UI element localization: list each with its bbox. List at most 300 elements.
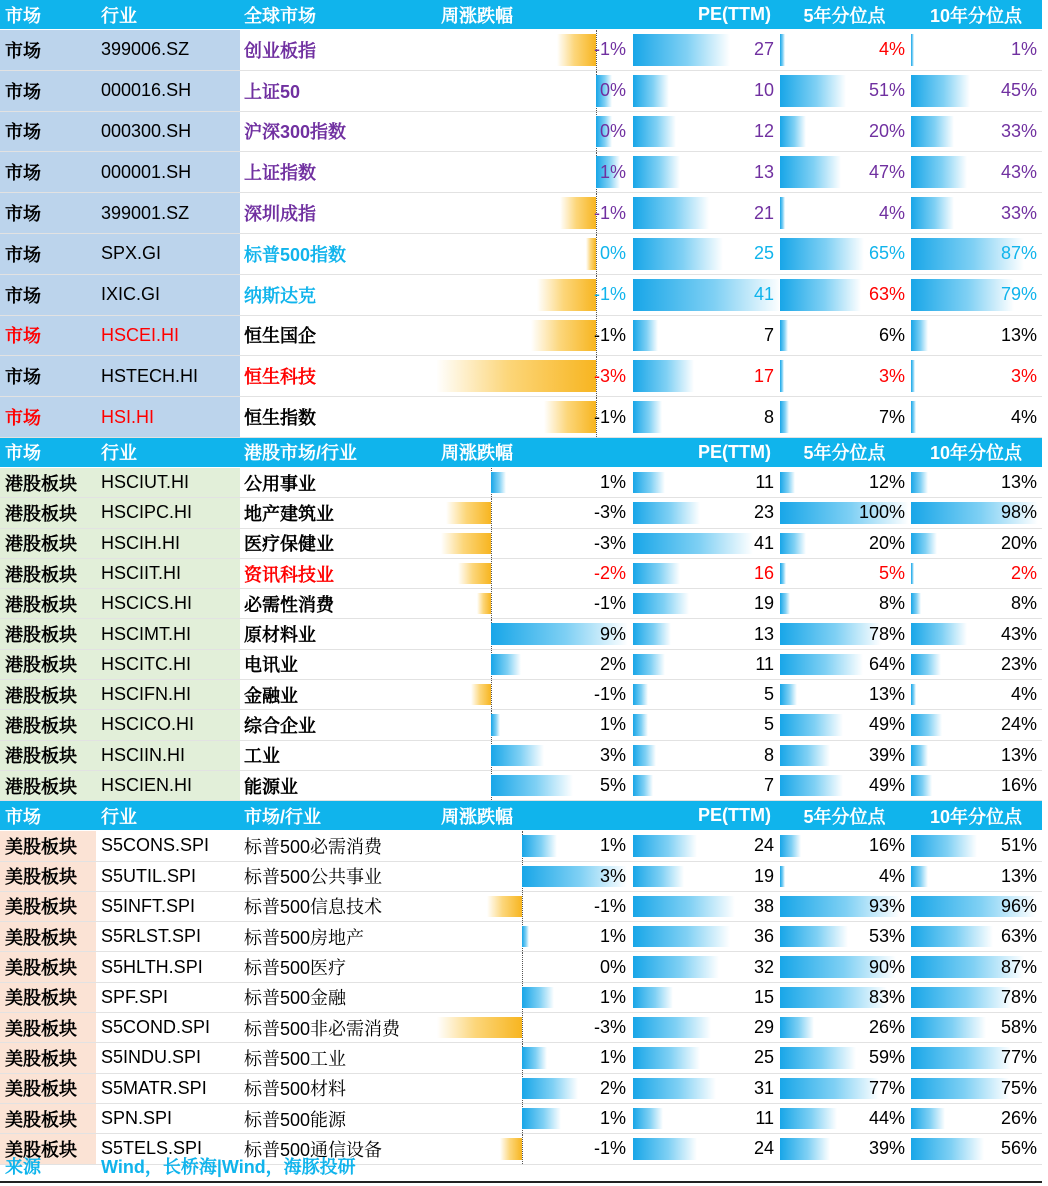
pe-cell — [631, 952, 779, 981]
change-bar — [441, 533, 491, 554]
pct-5y-value: 12% — [868, 472, 905, 493]
ticker-code: HSCIIN.HI — [96, 741, 240, 770]
pct-5y-value: 16% — [868, 835, 905, 856]
weekly-change-value: 2% — [599, 653, 626, 674]
market-label: 港股板块 — [0, 771, 96, 800]
change-bar — [446, 502, 491, 523]
pct-10y-cell — [910, 619, 1042, 648]
pct-10y-cell — [910, 559, 1042, 588]
ticker-code: 000016.SH — [96, 71, 240, 111]
pe-bar — [633, 593, 689, 614]
pct-5y-cell — [779, 680, 910, 709]
change-axis — [491, 589, 492, 618]
change-axis — [491, 559, 492, 588]
weekly-change-value: 3% — [599, 744, 626, 765]
pe-value: 5 — [763, 714, 774, 735]
pe-value: 25 — [753, 243, 774, 264]
section-header — [0, 0, 1042, 30]
pe-cell — [631, 193, 779, 233]
market-label: 市场 — [0, 356, 96, 396]
pe-bar — [633, 896, 735, 917]
pe-cell — [631, 831, 779, 860]
change-bar — [491, 714, 500, 735]
market-label: 港股板块 — [0, 559, 96, 588]
pct-5y-bar — [780, 401, 789, 433]
ticker-code: S5CONS.SPI — [101, 835, 210, 856]
pct-5y-value: 51% — [868, 80, 905, 101]
pct-5y-bar — [780, 34, 785, 66]
ticker-code: HSCIMT.HI — [96, 619, 240, 648]
pct-5y-cell — [779, 1104, 910, 1133]
change-bar — [557, 34, 596, 66]
pct-10y-cell — [910, 1104, 1042, 1133]
index-name: 恒生国企 — [244, 326, 316, 347]
pct-10y-cell — [910, 831, 1042, 860]
index-name: 能源业 — [244, 776, 298, 797]
pct-5y-cell — [779, 529, 910, 558]
pe-cell — [631, 741, 779, 770]
table-row — [0, 193, 1042, 234]
pe-value: 16 — [753, 563, 774, 583]
weekly-change-value: 2% — [599, 1077, 626, 1098]
market-label: 美股板块 — [0, 862, 96, 891]
pe-cell — [631, 356, 779, 396]
weekly-change-cell — [437, 771, 631, 800]
pct-5y-value: 65% — [868, 243, 905, 264]
pct-5y-bar — [780, 1108, 837, 1129]
table-row — [0, 468, 1042, 498]
weekly-change-cell — [437, 1074, 631, 1103]
pct-5y-bar — [780, 156, 841, 188]
pct-10y-bar — [911, 197, 954, 229]
pct-5y-value: 39% — [868, 1138, 905, 1159]
ticker-code: S5MATR.SPI — [101, 1077, 207, 1098]
pct-10y-cell — [910, 862, 1042, 891]
ticker-code: S5INDU.SPI — [101, 1047, 202, 1068]
table-row — [0, 152, 1042, 193]
weekly-change-value: -1% — [593, 593, 626, 614]
pct-10y-bar — [911, 563, 914, 584]
pct-10y-value: 75% — [1000, 1077, 1037, 1098]
pct-5y-bar — [780, 279, 861, 311]
pe-value: 27 — [753, 39, 774, 60]
pe-bar — [633, 533, 753, 554]
pe-cell — [631, 529, 779, 558]
index-name: 沪深300指数 — [244, 122, 347, 143]
weekly-change-value: 1% — [599, 1047, 626, 1068]
index-name: 标普500房地产 — [244, 927, 365, 948]
section-header — [0, 438, 1042, 468]
table-row — [0, 589, 1042, 619]
weekly-change-cell — [437, 983, 631, 1012]
pct-10y-value: 2% — [1010, 563, 1037, 583]
change-bar — [522, 1078, 578, 1099]
pct-5y-cell — [779, 234, 910, 274]
market-label: 港股板块 — [0, 710, 96, 739]
change-bar — [560, 197, 596, 229]
pct-10y-bar — [911, 360, 915, 392]
pct-5y-bar — [780, 1017, 814, 1038]
pct-10y-bar — [911, 926, 993, 947]
section-header — [0, 801, 1042, 831]
pct-10y-cell — [910, 892, 1042, 921]
pct-10y-value: 4% — [1010, 406, 1037, 427]
table-row — [0, 862, 1042, 892]
pct-5y-value: 47% — [868, 161, 905, 182]
pct-5y-value: 3% — [878, 365, 905, 386]
pe-cell — [631, 112, 779, 152]
ticker-code: HSCIPC.HI — [96, 498, 240, 527]
pe-cell — [631, 1104, 779, 1133]
pe-cell — [631, 275, 779, 315]
market-label: 市场 — [0, 30, 96, 70]
header-pe: PE(TTM) — [698, 441, 771, 462]
pct-10y-cell — [910, 498, 1042, 527]
pe-cell — [631, 397, 779, 437]
pe-bar — [633, 1108, 663, 1129]
pe-bar — [633, 502, 700, 523]
index-name: 标普500医疗 — [244, 958, 347, 979]
index-name: 标普500指数 — [244, 244, 347, 265]
pct-10y-cell — [910, 1074, 1042, 1103]
pct-10y-cell — [910, 922, 1042, 951]
pct-5y-cell — [779, 1043, 910, 1072]
pct-10y-cell — [910, 316, 1042, 356]
pct-5y-bar — [780, 238, 864, 270]
index-name: 综合企业 — [244, 715, 316, 736]
pe-value: 19 — [753, 593, 774, 614]
pct-5y-bar — [780, 714, 843, 735]
pct-5y-bar — [780, 866, 785, 887]
pct-5y-cell — [779, 589, 910, 618]
pct-5y-cell — [779, 650, 910, 679]
pe-value: 21 — [753, 202, 774, 223]
market-label: 港股板块 — [0, 680, 96, 709]
index-name: 上证指数 — [244, 163, 316, 184]
pe-cell — [631, 922, 779, 951]
pe-bar — [633, 1017, 711, 1038]
weekly-change-value: -1% — [593, 1138, 626, 1159]
weekly-change-cell — [437, 397, 631, 437]
pct-10y-value: 3% — [1010, 365, 1037, 386]
ticker-code: S5HLTH.SPI — [101, 956, 203, 977]
pct-5y-cell — [779, 922, 910, 951]
pe-bar — [633, 320, 658, 352]
change-bar — [458, 563, 491, 584]
header-market: 市场 — [5, 806, 41, 827]
pct-10y-bar — [911, 156, 967, 188]
pct-10y-cell — [910, 1043, 1042, 1072]
pct-10y-value: 87% — [1000, 243, 1037, 264]
pe-cell — [631, 862, 779, 891]
pct-10y-bar — [911, 654, 941, 675]
ticker-code: SPX.GI — [96, 234, 240, 274]
pe-bar — [633, 956, 719, 977]
table-row — [0, 680, 1042, 710]
weekly-change-cell — [437, 741, 631, 770]
pe-value: 29 — [753, 1017, 774, 1038]
weekly-change-cell — [437, 680, 631, 709]
pct-5y-cell — [779, 559, 910, 588]
table-row — [0, 498, 1042, 528]
index-name: 上证50 — [244, 81, 301, 102]
pct-5y-cell — [779, 710, 910, 739]
pe-value: 15 — [753, 986, 774, 1007]
pct-10y-cell — [910, 152, 1042, 192]
pe-value: 24 — [753, 1138, 774, 1159]
pe-value: 7 — [763, 775, 774, 796]
pct-10y-value: 23% — [1000, 653, 1037, 674]
weekly-change-cell — [437, 589, 631, 618]
pct-5y-bar — [780, 926, 848, 947]
table-row — [0, 710, 1042, 740]
pct-5y-value: 78% — [868, 623, 905, 644]
pct-10y-value: 87% — [1000, 956, 1037, 977]
change-bar — [437, 360, 596, 392]
table-row — [0, 892, 1042, 922]
pe-value: 24 — [753, 835, 774, 856]
pe-value: 41 — [753, 284, 774, 305]
pe-bar — [633, 1078, 716, 1099]
weekly-change-cell — [437, 152, 631, 192]
header-change: 周涨跌幅 — [441, 5, 513, 26]
pe-cell — [631, 1074, 779, 1103]
weekly-change-value: 0% — [599, 120, 626, 141]
pct-5y-value: 44% — [868, 1108, 905, 1129]
index-name: 工业 — [244, 746, 280, 767]
pct-10y-cell — [910, 112, 1042, 152]
pct-10y-cell — [910, 468, 1042, 497]
weekly-change-cell — [437, 619, 631, 648]
pct-5y-cell — [779, 741, 910, 770]
change-bar — [471, 684, 491, 705]
weekly-change-cell — [437, 710, 631, 739]
weekly-change-cell — [437, 952, 631, 981]
table-row — [0, 397, 1042, 438]
pct-5y-value: 4% — [878, 865, 905, 886]
pe-bar — [633, 926, 730, 947]
pct-5y-value: 49% — [868, 714, 905, 735]
market-label: 美股板块 — [0, 1043, 96, 1072]
table-row — [0, 1043, 1042, 1073]
pct-5y-cell — [779, 892, 910, 921]
index-name: 金融业 — [244, 685, 298, 706]
change-bar — [522, 987, 554, 1008]
change-bar — [522, 1047, 547, 1068]
pe-cell — [631, 771, 779, 800]
pct-10y-bar — [911, 472, 928, 493]
index-name: 公用事业 — [244, 473, 316, 494]
weekly-change-cell — [437, 316, 631, 356]
index-name: 恒生指数 — [244, 408, 316, 429]
pct-10y-bar — [911, 623, 967, 644]
pe-bar — [633, 34, 730, 66]
pct-5y-cell — [779, 30, 910, 70]
table-row — [0, 529, 1042, 559]
market-label: 港股板块 — [0, 468, 96, 497]
pct-10y-cell — [910, 71, 1042, 111]
pct-10y-bar — [911, 1078, 1009, 1099]
pct-5y-value: 90% — [868, 956, 905, 977]
change-bar — [487, 896, 522, 917]
pct-5y-bar — [780, 623, 881, 644]
pe-value: 11 — [755, 1108, 774, 1129]
ticker-code: 000001.SH — [96, 152, 240, 192]
header-sector: 行业 — [101, 806, 137, 827]
pe-cell — [631, 498, 779, 527]
pct-10y-value: 13% — [1000, 324, 1037, 345]
change-bar — [522, 1108, 561, 1129]
change-bar — [522, 926, 529, 947]
index-name: 标普500非必需消费 — [244, 1018, 401, 1039]
pct-10y-value: 56% — [1000, 1138, 1037, 1159]
weekly-change-value: -1% — [593, 284, 626, 305]
weekly-change-value: 1% — [599, 472, 626, 493]
pe-value: 36 — [753, 926, 774, 947]
weekly-change-cell — [437, 112, 631, 152]
ticker-code: HSCICO.HI — [96, 710, 240, 739]
index-name: 标普500必需消费 — [244, 836, 383, 857]
pe-cell — [631, 983, 779, 1012]
weekly-change-value: 0% — [599, 243, 626, 264]
table-row — [0, 983, 1042, 1013]
ticker-code: S5RLST.SPI — [101, 926, 202, 947]
change-axis — [522, 892, 523, 921]
index-name: 深圳成指 — [244, 204, 316, 225]
pct-10y-value: 63% — [1000, 926, 1037, 947]
pct-5y-value: 59% — [868, 1047, 905, 1068]
header-10y-pct: 10年分位点 — [929, 5, 1023, 26]
pct-5y-cell — [779, 952, 910, 981]
pe-cell — [631, 589, 779, 618]
pct-10y-bar — [911, 34, 914, 66]
market-label: 港股板块 — [0, 650, 96, 679]
market-label: 美股板块 — [0, 892, 96, 921]
weekly-change-value: -3% — [593, 1017, 626, 1038]
pe-value: 5 — [763, 684, 774, 705]
pct-10y-value: 26% — [1000, 1108, 1037, 1129]
pct-10y-bar — [911, 835, 977, 856]
market-label: 市场 — [0, 112, 96, 152]
pct-5y-value: 6% — [878, 324, 905, 345]
pct-5y-value: 13% — [868, 684, 905, 705]
pct-5y-bar — [780, 654, 863, 675]
weekly-change-value: -1% — [593, 406, 626, 427]
pct-5y-bar — [780, 320, 788, 352]
table-row — [0, 650, 1042, 680]
pct-10y-value: 24% — [1000, 714, 1037, 735]
market-label: 美股板块 — [0, 831, 96, 860]
pe-cell — [631, 710, 779, 739]
change-axis — [522, 952, 523, 981]
change-bar — [544, 401, 596, 433]
pct-10y-cell — [910, 650, 1042, 679]
weekly-change-value: 0% — [599, 956, 626, 977]
pct-10y-bar — [911, 866, 928, 887]
index-name: 标普500公共事业 — [244, 867, 383, 888]
ticker-code: HSI.HI — [96, 397, 240, 437]
pct-5y-cell — [779, 71, 910, 111]
pct-5y-value: 100% — [858, 502, 905, 523]
change-bar — [537, 279, 596, 311]
pe-value: 19 — [753, 865, 774, 886]
pct-5y-bar — [780, 593, 790, 614]
weekly-change-value: 1% — [599, 1108, 626, 1129]
pe-value: 10 — [753, 80, 774, 101]
pct-10y-cell — [910, 741, 1042, 770]
weekly-change-cell — [437, 1043, 631, 1072]
ticker-code: SPN.SPI — [101, 1108, 173, 1129]
pct-10y-bar — [911, 116, 954, 148]
pct-10y-cell — [910, 589, 1042, 618]
pe-value: 8 — [763, 406, 774, 427]
pct-10y-cell — [910, 952, 1042, 981]
weekly-change-cell — [437, 193, 631, 233]
pct-5y-cell — [779, 193, 910, 233]
pct-10y-cell — [910, 1134, 1042, 1163]
pct-5y-bar — [780, 684, 797, 705]
pe-cell — [631, 71, 779, 111]
pct-5y-cell — [779, 619, 910, 648]
pe-cell — [631, 30, 779, 70]
pct-5y-bar — [780, 1047, 856, 1068]
pct-5y-bar — [780, 360, 784, 392]
table-row — [0, 741, 1042, 771]
pct-10y-cell — [910, 234, 1042, 274]
weekly-change-value: 0% — [599, 80, 626, 101]
pct-5y-value: 93% — [868, 895, 905, 916]
pe-value: 31 — [753, 1077, 774, 1098]
pct-10y-cell — [910, 983, 1042, 1012]
pct-10y-bar — [911, 1017, 986, 1038]
table-row — [0, 771, 1042, 801]
weekly-change-cell — [437, 71, 631, 111]
pct-10y-value: 58% — [1000, 1017, 1037, 1038]
pct-5y-value: 20% — [868, 532, 905, 553]
weekly-change-cell — [437, 275, 631, 315]
pct-10y-cell — [910, 771, 1042, 800]
market-label: 市场 — [0, 71, 96, 111]
table-row — [0, 275, 1042, 316]
weekly-change-value: 1% — [599, 986, 626, 1007]
weekly-change-cell — [437, 831, 631, 860]
pct-5y-cell — [779, 983, 910, 1012]
pct-10y-bar — [911, 1047, 1011, 1068]
pe-cell — [631, 152, 779, 192]
pe-bar — [633, 835, 697, 856]
weekly-change-value: 9% — [599, 623, 626, 644]
pct-5y-value: 83% — [868, 986, 905, 1007]
pct-10y-bar — [911, 775, 932, 796]
market-label: 市场 — [0, 316, 96, 356]
pct-10y-cell — [910, 1013, 1042, 1042]
change-axis — [491, 498, 492, 527]
pct-10y-bar — [911, 714, 942, 735]
weekly-change-value: -1% — [593, 324, 626, 345]
header-10y-pct: 10年分位点 — [929, 443, 1023, 464]
index-name: 标普500能源 — [244, 1109, 347, 1130]
change-bar — [586, 238, 596, 270]
pe-bar — [633, 75, 669, 107]
weekly-change-value: -1% — [593, 895, 626, 916]
pe-bar — [633, 156, 680, 188]
pct-10y-bar — [911, 533, 937, 554]
pe-cell — [631, 1043, 779, 1072]
market-label: 港股板块 — [0, 529, 96, 558]
ticker-code: S5COND.SPI — [101, 1017, 211, 1038]
header-change: 周涨跌幅 — [441, 443, 513, 464]
pct-10y-value: 33% — [1000, 202, 1037, 223]
